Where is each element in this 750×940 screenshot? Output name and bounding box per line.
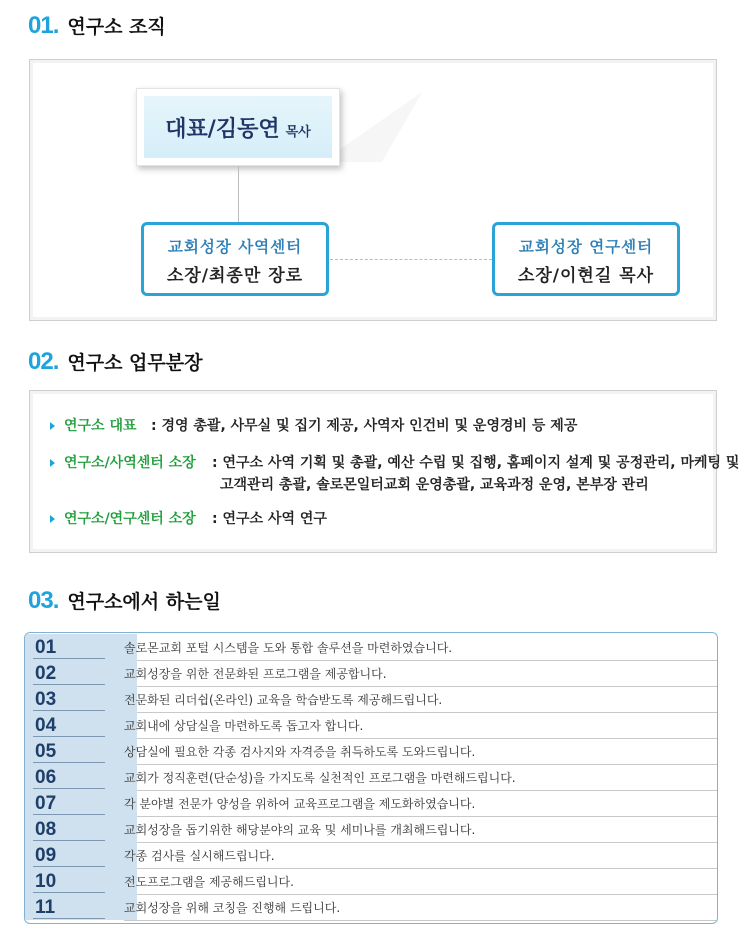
task-number: 06 [35, 767, 57, 788]
number-underline [33, 892, 105, 893]
task-number: 05 [35, 741, 57, 762]
duty-description: : 연구소 사역 연구 [212, 511, 327, 527]
task-text: 교회가 정직훈련(단순성)을 가지도록 실천적인 프로그램을 마련해드립니다. [124, 771, 516, 785]
task-text: 솔로몬교회 포털 시스템을 도와 통합 솔루션을 마련하였습니다. [124, 641, 453, 655]
ministry-center-name: 교회성장 사역센터 [167, 238, 303, 256]
bullet-arrow-icon [50, 422, 55, 430]
task-number-cell [25, 868, 115, 894]
number-underline [33, 658, 105, 659]
duty-description: : 연구소 사역 기획 및 총괄, 예산 수립 및 집행, 홈페이지 설계 및 공정관리, 마케팅 및 [212, 455, 740, 471]
task-text-cell [124, 790, 717, 817]
number-underline [33, 684, 105, 685]
task-text-cell [124, 816, 717, 843]
task-number: 09 [35, 845, 57, 866]
number-underline [33, 762, 105, 763]
research-center-card [492, 222, 680, 296]
number-underline [33, 814, 105, 815]
task-text-cell [124, 868, 717, 895]
section-number: 02 [28, 348, 53, 375]
task-text-cell [124, 738, 717, 765]
section-title-organization [28, 12, 166, 40]
task-text-cell [124, 712, 717, 739]
task-text-cell [124, 660, 717, 687]
table-row [25, 634, 717, 660]
table-row [25, 738, 717, 764]
task-number: 03 [35, 689, 57, 710]
task-text: 교회성장을 위한 전문화된 프로그램을 제공합니다. [124, 667, 387, 681]
section-heading: 연구소에서 하는일 [67, 591, 221, 613]
task-number: 04 [35, 715, 57, 736]
task-number: 01 [35, 637, 57, 658]
table-row [25, 816, 717, 842]
table-row [25, 660, 717, 686]
section-heading: 연구소 업무분장 [67, 352, 203, 374]
research-center-head: 소장/이현길 목사 [517, 266, 655, 286]
task-text: 상담실에 필요한 각종 검사지와 자격증을 취득하도록 도와드립니다. [124, 745, 476, 759]
task-number: 07 [35, 793, 57, 814]
duty-label: 연구소/사역센터 소장 [64, 455, 196, 471]
task-number-cell [25, 738, 115, 764]
task-number-cell [25, 894, 115, 920]
number-underline [33, 710, 105, 711]
number-underline [33, 736, 105, 737]
section-number: 03 [28, 587, 53, 614]
research-center-name: 교회성장 연구센터 [518, 238, 654, 256]
number-underline [33, 788, 105, 789]
section-dot: . [52, 12, 60, 39]
task-number-cell [25, 764, 115, 790]
duty-label: 연구소 대표 [64, 418, 137, 434]
task-number: 10 [35, 871, 57, 892]
table-row [25, 842, 717, 868]
task-text: 각종 검사를 실시해드립니다. [124, 849, 275, 863]
table-row [25, 790, 717, 816]
task-number: 11 [35, 897, 56, 918]
tasks-table [24, 632, 718, 924]
task-text: 전도프로그램을 제공해드립니다. [124, 875, 294, 889]
section-dot: . [52, 348, 60, 375]
number-underline [33, 840, 105, 841]
task-text-cell [124, 634, 717, 661]
section-title-duties [28, 348, 202, 376]
table-row [25, 764, 717, 790]
org-connector-dashed [330, 259, 492, 260]
duty-label: 연구소/연구센터 소장 [64, 511, 196, 527]
task-number-cell [25, 660, 115, 686]
ceo-role: 목사 [285, 124, 311, 140]
task-number-cell [25, 634, 115, 660]
ministry-center-head: 소장/최종만 장로 [166, 266, 304, 286]
task-number-cell [25, 842, 115, 868]
task-number-cell [25, 790, 115, 816]
task-text: 전문화된 리더쉽(온라인) 교육을 학습받도록 제공해드립니다. [124, 693, 443, 707]
task-text: 각 분야별 전문가 양성을 위하여 교육프로그램을 제도화하였습니다. [124, 797, 476, 811]
task-text: 교회내에 상담실을 마련하도록 돕고자 합니다. [124, 719, 364, 733]
ceo-name: 대표/김동연 [165, 116, 280, 142]
duties-box [29, 390, 740, 553]
task-text-cell [124, 764, 717, 791]
ceo-card-inner [144, 96, 332, 158]
task-number: 08 [35, 819, 57, 840]
ministry-center-card [141, 222, 329, 296]
task-text: 교회성장을 위해 코칭을 진행해 드립니다. [124, 901, 341, 915]
task-text-cell [124, 894, 717, 921]
section-dot: . [52, 587, 60, 614]
table-row [25, 686, 717, 712]
task-number-cell [25, 712, 115, 738]
bullet-arrow-icon [50, 459, 55, 467]
task-text-cell [124, 842, 717, 869]
section-number: 01 [28, 12, 53, 39]
task-number: 02 [35, 663, 57, 684]
table-row [25, 894, 717, 920]
table-row [25, 868, 717, 894]
task-text-cell [124, 686, 717, 713]
duty-description: : 경영 총괄, 사무실 및 집기 제공, 사역자 인건비 및 운영경비 등 제공 [151, 418, 578, 434]
org-connector-vertical [238, 166, 239, 222]
org-chart-box [29, 59, 717, 321]
task-number-cell [25, 816, 115, 842]
task-text: 교회성장을 돕기위한 해당분야의 교육 및 세미나를 개최해드립니다. [124, 823, 476, 837]
number-underline [33, 918, 105, 919]
section-heading: 연구소 조직 [67, 16, 166, 38]
bullet-arrow-icon [50, 515, 55, 523]
duty-description-cont: 고객관리 총괄, 솔로몬일터교회 운영총괄, 교육과정 운영, 본부장 관리 [220, 477, 649, 493]
task-number-cell [25, 686, 115, 712]
ceo-card [136, 88, 340, 166]
table-row [25, 712, 717, 738]
section-title-tasks [28, 587, 221, 615]
number-underline [33, 866, 105, 867]
